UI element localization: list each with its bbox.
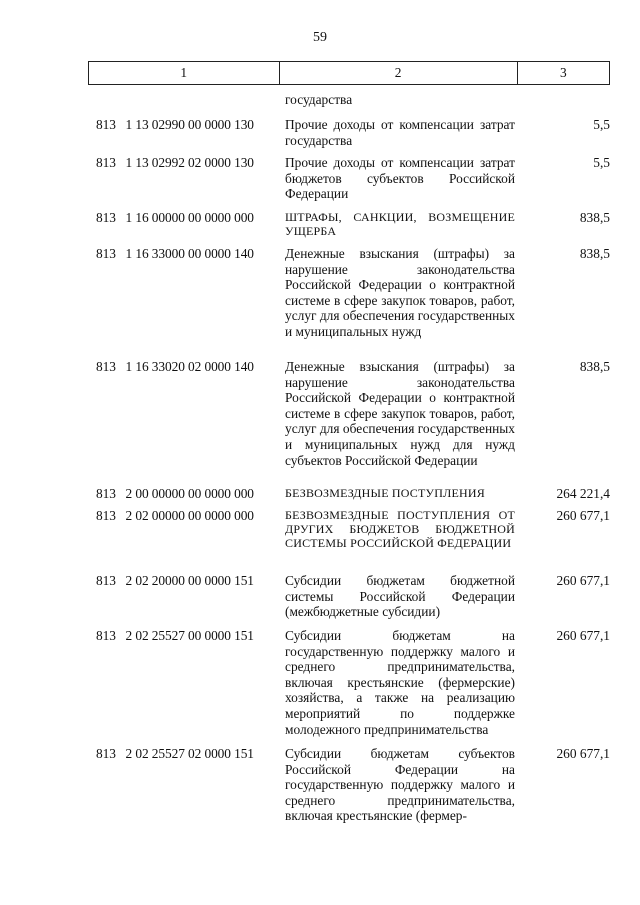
amount: 838,5 xyxy=(579,210,610,225)
income-name: Денежные взыскания (штрафы) за нарушение законодательства Российской Федерации о контрактной системе в сфере закупок товаров, работ, услуг для обеспечения государственных и муниципальных нужд xyxy=(285,246,515,339)
budget-code: 813 1 16 00000 00 0000 000 xyxy=(96,210,254,225)
budget-code: 813 1 13 02990 00 0000 130 xyxy=(96,117,254,132)
amount: 5,5 xyxy=(593,117,610,132)
budget-code: 813 2 00 00000 00 0000 000 xyxy=(96,486,254,501)
income-name: Субсидии бюджетам субъектов Российской Федерации на государственную поддержку малого и среднего предпринимательства, включая крестьянские (фермер- xyxy=(285,746,515,824)
income-name: Прочие доходы от компенсации затрат бюджетов субъектов Российской Федерации xyxy=(285,155,515,202)
income-name: Субсидии бюджетам бюджетной системы Российской Федерации (межбюджетные субсидии) xyxy=(285,573,515,620)
income-name: ШТРАФЫ, САНКЦИИ, ВОЗМЕЩЕНИЕ УЩЕРБА xyxy=(285,210,515,238)
column-header-3: 3 xyxy=(517,62,609,85)
budget-code: 813 1 13 02992 02 0000 130 xyxy=(96,155,254,170)
budget-code: 813 2 02 25527 00 0000 151 xyxy=(96,628,254,643)
amount: 838,5 xyxy=(579,359,610,374)
amount: 260 677,1 xyxy=(556,508,610,523)
budget-code: 813 1 16 33020 02 0000 140 xyxy=(96,359,254,374)
column-header-2: 2 xyxy=(279,62,517,85)
income-name: Субсидии бюджетам на государственную поддержку малого и среднего предпринимательства, включая крестьянские (фермерские) хозяйства, а также на реализацию мероприятий по поддержке молодежного предпринимательства xyxy=(285,628,515,737)
column-header-table xyxy=(88,61,610,85)
income-name: БЕЗВОЗМЕЗДНЫЕ ПОСТУПЛЕНИЯ ОТ ДРУГИХ БЮДЖЕТОВ БЮДЖЕТНОЙ СИСТЕМЫ РОССИЙСКОЙ ФЕДЕРАЦИИ xyxy=(285,508,515,550)
amount: 260 677,1 xyxy=(556,746,610,761)
budget-code: 813 2 02 20000 00 0000 151 xyxy=(96,573,254,588)
amount: 5,5 xyxy=(593,155,610,170)
continuation-text: государства xyxy=(285,92,353,107)
budget-code: 813 1 16 33000 00 0000 140 xyxy=(96,246,254,261)
income-name: Прочие доходы от компенсации затрат государства xyxy=(285,117,515,148)
amount: 260 677,1 xyxy=(556,573,610,588)
page-number: 59 xyxy=(313,30,327,45)
budget-code: 813 2 02 00000 00 0000 000 xyxy=(96,508,254,523)
column-header-1: 1 xyxy=(89,62,280,85)
amount: 260 677,1 xyxy=(556,628,610,643)
budget-code: 813 2 02 25527 02 0000 151 xyxy=(96,746,254,761)
amount: 838,5 xyxy=(579,246,610,261)
amount: 264 221,4 xyxy=(556,486,610,501)
income-name: БЕЗВОЗМЕЗДНЫЕ ПОСТУПЛЕНИЯ xyxy=(285,486,485,500)
income-name: Денежные взыскания (штрафы) за нарушение законодательства Российской Федерации о контрактной системе в сфере закупок товаров, работ, услуг для обеспечения государственных и муниципальных нужд для нужд субъектов Российской Федерации xyxy=(285,359,515,468)
